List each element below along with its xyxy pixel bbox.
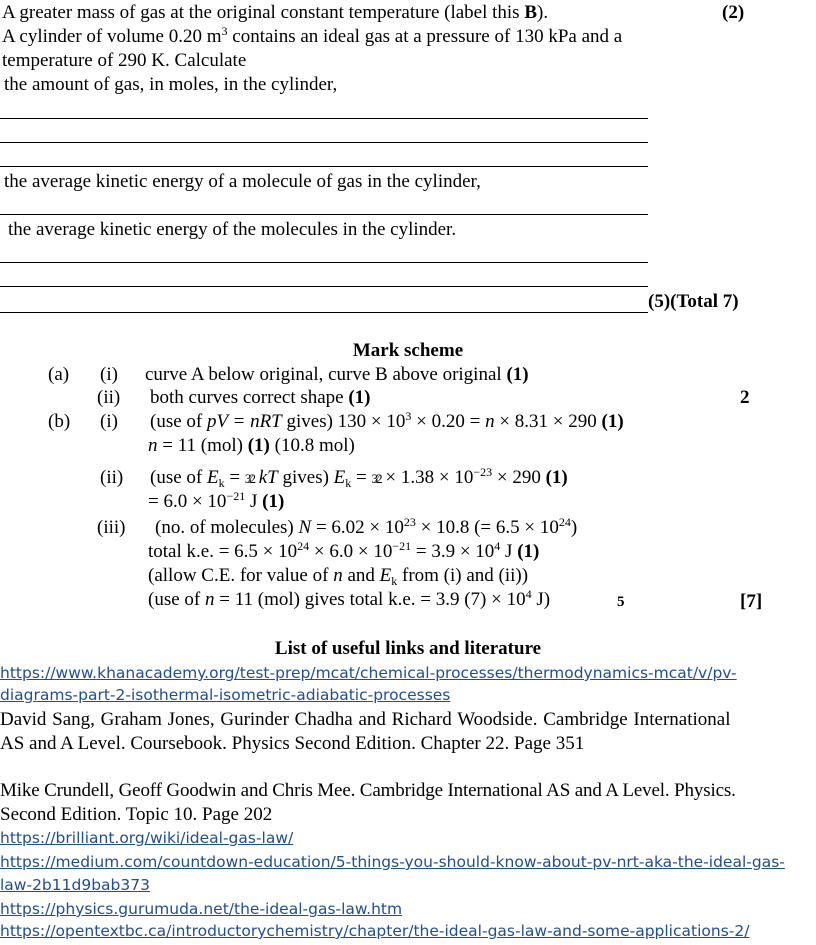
medium-link[interactable]: https://medium.com/countdown-education/5-things-you-should-know-about-pv-nrt-aka-the-ideal-gas- [0,853,785,871]
gurumuda-link[interactable]: https://physics.gurumuda.net/the-ideal-gas-law.htm [0,900,403,918]
question-temperature-line: temperature of 290 K. Calculate [2,50,247,71]
part-b-iii-line3: (allow C.E. for value of n and $E_k$ from (i) and (ii)) [148,565,529,588]
part-b-ii-line1: (use of $E_k$ = 3⁄2 kT gives) $E_k$ = 3⁄2 × $1.38 \times 10^{-23} \times 290$ (1) [150,465,568,490]
links-section-title: List of useful links and literature [274,638,542,659]
part-b-iii-line1: (no. of molecules) $N = 6.02 \times 10^{23} \times 10.8$ (= $6.5 \times 10^{24}$) [155,515,578,538]
answer-line [0,142,648,143]
part-a-i-label: (i) [100,364,118,385]
part-b-ii-line2: = $6.0 \times 10^{-21}$ J (1) [148,489,285,512]
part-a-ii-label: (ii) [97,387,121,408]
question-b-line: A greater mass of gas at the original constant temperature (label this B). [2,2,549,23]
reference-sang-continued: AS and A Level. Coursebook. Physics Second Edition. Chapter 22. Page 351 [0,733,585,754]
grand-total: [7] [740,591,763,612]
reference-crundell: Mike Crundell, Geoff Goodwin and Chris Mee. Cambridge International AS and A Level. Physics. [0,780,736,801]
part-a-total: 2 [740,387,750,408]
answer-line [0,214,648,215]
marks-2: (2) [722,2,745,23]
khanacademy-link[interactable]: https://www.khanacademy.org/test-prep/mcat/chemical-processes/thermodynamics-mcat/v/pv- [0,664,737,682]
part-b-label: (b) [48,411,71,432]
mark-scheme-title: Mark scheme [352,340,464,361]
khanacademy-link-continued[interactable]: diagrams-part-2-isothermal-isometric-adiabatic-processes [0,686,451,704]
answer-line [0,118,648,119]
part-a-i-answer: curve A below original, curve B above original (1) [145,364,529,385]
part-b-total: 5 [617,594,625,610]
part-b-iii-label: (iii) [97,517,126,538]
reference-crundell-continued: Second Edition. Topic 10. Page 202 [0,804,273,825]
part-b-i-label: (i) [100,411,118,432]
brilliant-link[interactable]: https://brilliant.org/wiki/ideal-gas-law/ [0,829,294,847]
part-b-ii-label: (ii) [100,467,124,488]
reference-sang: David Sang, Graham Jones, Gurinder Chadha and Richard Woodside. Cambridge International [0,709,731,730]
question-part-i: the amount of gas, in moles, in the cylinder, [4,74,338,95]
medium-link-continued[interactable]: law-2b11d9bab373 [0,876,150,894]
part-b-i-line2: n = 11 (mol) (1) (10.8 mol) [148,435,355,456]
part-a-ii-answer: both curves correct shape (1) [150,387,371,408]
three-halves-fraction: 3⁄2 [244,471,254,486]
three-halves-fraction: 3⁄2 [371,471,381,486]
question-part-ii: the average kinetic energy of a molecule of gas in the cylinder, [4,171,481,192]
part-b-iii-line2: total k.e. = $6.5 \times 10^{24} \times 6.0 \times 10^{-21} = 3.9 \times 10^4$ J (1) [148,539,540,562]
part-b-i-line1: (use of pV = nRT gives) $130 \times 10^3 \times 0.20 = n \times 8.31 \times 290$ (1) [150,409,624,432]
question-cylinder-line: A cylinder of volume 0.20 $m^3$ contains an ideal gas at a pressure of 130 kPa and a [2,24,623,47]
opentextbc-link[interactable]: https://opentextbc.ca/introductorychemistry/chapter/the-ideal-gas-law-and-some-applications-2/ [0,922,750,940]
part-b-iii-line4: (use of n = 11 (mol) gives total k.e. = 3.9 $(7) \times 10^4$ J) [148,587,551,610]
answer-line [0,166,648,167]
answer-line [0,312,648,313]
question-part-iii: the average kinetic energy of the molecules in the cylinder. [8,219,457,240]
part-a-label: (a) [48,364,70,385]
answer-line [0,262,648,263]
answer-line [0,286,648,287]
total-marks: (5)(Total 7) [648,291,739,312]
